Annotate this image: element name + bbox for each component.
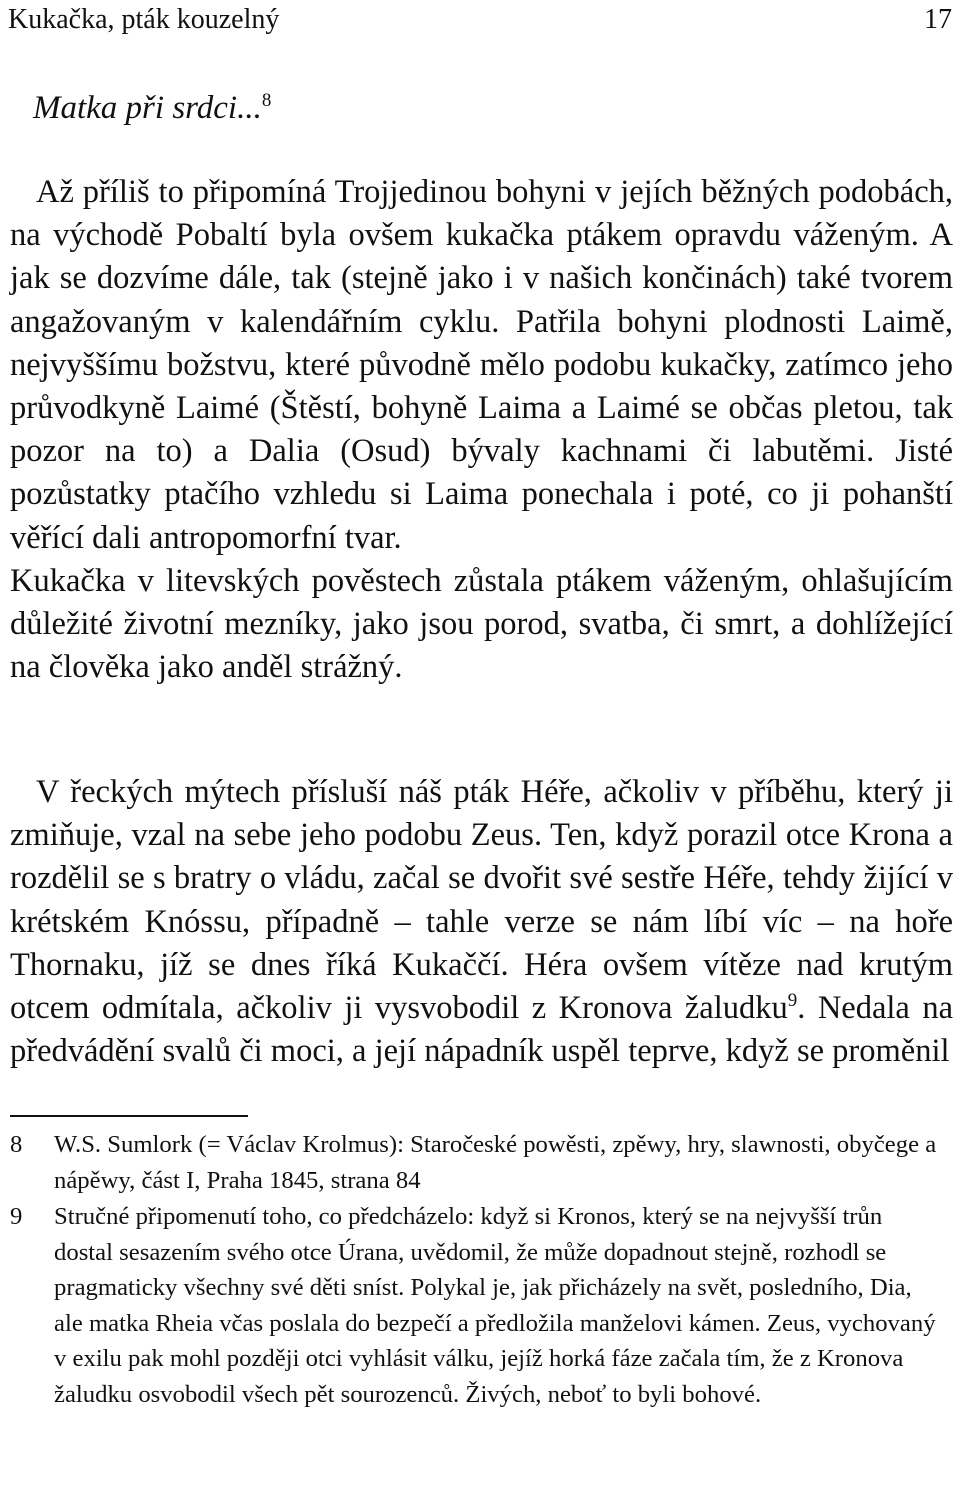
body-paragraph-1 <box>10 171 953 689</box>
footnote-text: Stručné připomenutí toho, co předcházelo: když si Kronos, který se na nejvyšší trůn dostal sesazením svého otce Úrana, uvědomil, že může dopadnout stejně, rozhodl se pragmaticky všechny své děti sníst. Polykal je, jak přicházely na svět, posledního, Dia, ale matka Rheia včas poslala do bezpečí a předložila manželovi kámen. Zeus, vychovaný v exilu pak mohl později otci vyhlásit válku, jejíž horká fáze začala tím, že z Kronova žaludku osvobodil všech pět sourozenců. Živých, neboť to byli bohové. <box>54 1203 936 1408</box>
footnotes <box>10 1127 945 1413</box>
footnote-number: 8 <box>10 1131 23 1158</box>
running-title: Kukačka, pták kouzelný <box>8 4 280 35</box>
footnote-8 <box>10 1127 945 1198</box>
running-header <box>8 0 952 40</box>
section-title-text: Matka při srdci... <box>33 90 262 126</box>
paragraph-2-text-before-note: V řeckých mýtech přísluší náš pták Héře, ačkoliv v příběhu, který ji zmiňuje, vzal na sebe jeho podobu Zeus. Ten, když porazil otce Krona a rozdělil se s bratry o vládu, začal se dvořit své sestře Héře, tehdy žijící v krétském Knóssu, případně – tahle verze se nám líbí víc – na hoře Thornaku, jíž se dnes říká Kukaččí. Héra ovšem vítěze nad krutým otcem odmítala, ačkoliv ji vysvobodil z Kronova žaludku <box>10 774 953 1027</box>
footnote-reference-8[interactable]: 8 <box>261 90 272 111</box>
page-number: 17 <box>924 4 952 35</box>
section-title <box>33 86 271 130</box>
body-paragraph-2 <box>10 771 953 1073</box>
paragraph-2-text-after-note: . Nedala na předvádění svalů či moci, a její nápadník uspěl teprve, když se proměnil <box>10 990 953 1070</box>
footnote-text: W.S. Sumlork (= Václav Krolmus): Staročeské powěsti, zpěwy, hry, slawnosti, obyčege a nápěwy, část I, Praha 1845, strana 84 <box>54 1131 937 1194</box>
footnote-separator <box>10 1115 248 1117</box>
footnote-reference-9[interactable]: 9 <box>787 990 798 1012</box>
footnote-9 <box>10 1199 945 1412</box>
footnote-number: 9 <box>10 1203 23 1230</box>
paragraph-1-part-2: Kukačka v litevských pověstech zůstala ptákem váženým, ohlašujícím důležité životní mezníky, jako jsou porod, svatba, či smrt, a dohlížející na člověka jako anděl strážný. <box>10 562 953 686</box>
paragraph-1-part-1: Až příliš to připomíná Trojjedinou bohyni v jejích běžných podobách, na východě Pobaltí byla ovšem kukačka ptákem opravdu váženým. A jak se dozvíme dále, tak (stejně jako i v našich končinách) také tvorem angažovaným v kalendářním cyklu. Patřila bohyni plodnosti Laimě, nejvyššímu božstvu, které původně mělo podobu kukačky, zatímco jeho průvodkyně Laimé (Štěstí, bohyně Laima a Laimé se občas pletou, tak pozor na to) a Dalia (Osud) bývaly kachnami či labutěmi. Jisté pozůstatky ptačího vzhledu si Laima ponechala i poté, co ji pohanští věřící dali antropomorfní tvar. <box>10 174 953 556</box>
